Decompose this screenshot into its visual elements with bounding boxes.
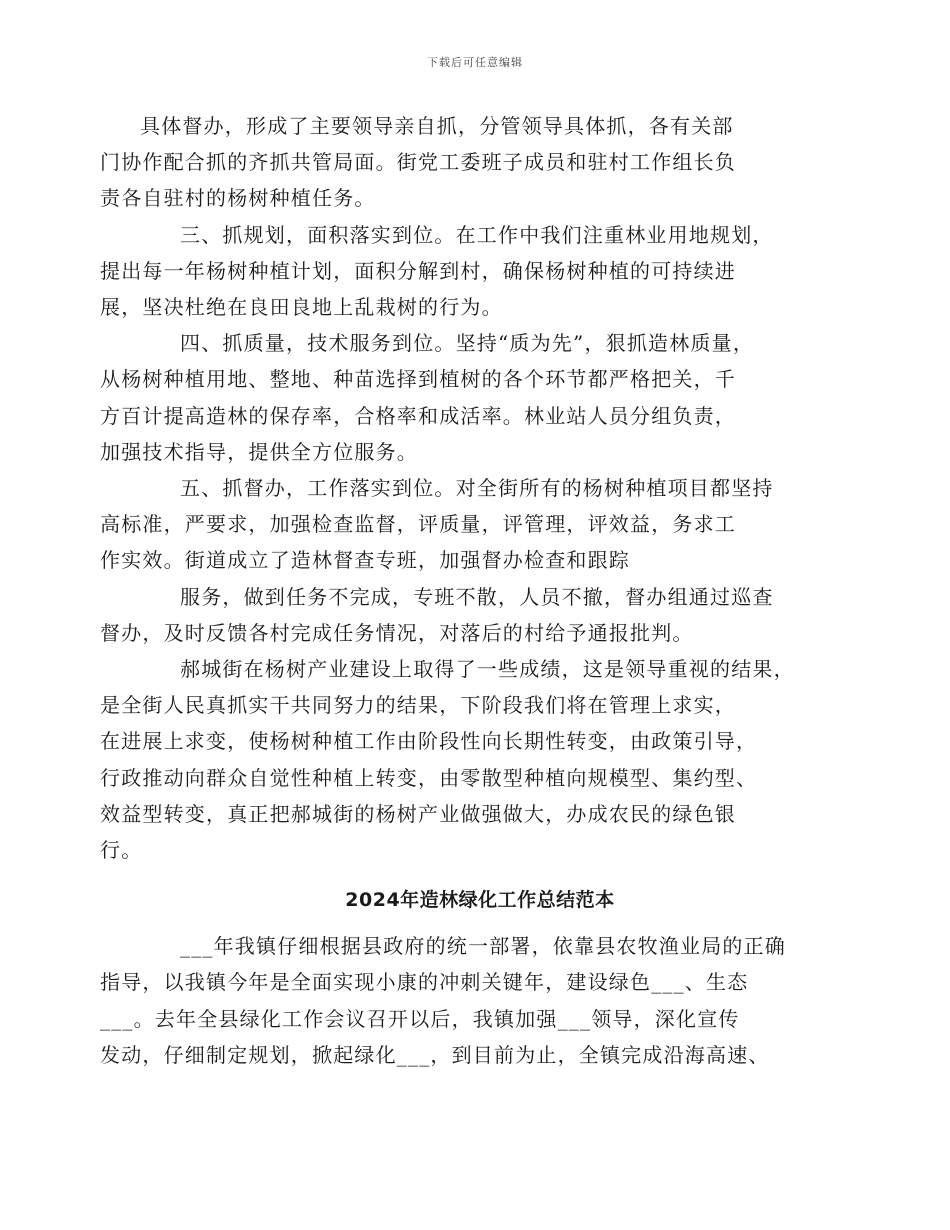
paragraph	[100, 108, 820, 217]
paragraph-line: 四、抓质量，技术服务到位。坚持“质为先”，狠抓造林质量，	[180, 331, 755, 356]
paragraph-line: 作实效。街道成立了造林督查专班，加强督办检查和跟踪	[100, 548, 630, 573]
paragraph-line: 三、抓规划，面积落实到位。在工作中我们注重林业用地规划，	[180, 222, 774, 247]
paragraph-line: 发动，仔细制定规划，掀起绿化___，到目前为止，全镇完成沿海高速、	[100, 1042, 770, 1067]
paragraphs-before	[100, 108, 820, 868]
document-body	[100, 108, 820, 1073]
paragraph-line: 指导，以我镇今年是全面实现小康的冲刺关键年，建设绿色___、生态	[100, 970, 749, 995]
paragraph-line: 效益型转变，真正把郝城街的杨树产业做强做大，办成农民的绿色银	[100, 801, 736, 826]
paragraph-line: ___。去年全县绿化工作会议召开以后，我镇加强___领导，深化宣传	[100, 1006, 740, 1031]
paragraphs-after	[100, 928, 820, 1073]
paragraph	[100, 217, 820, 326]
paragraph	[100, 579, 820, 651]
paragraph-line: 行政推动向群众自觉性种植上转变，由零散型种植向规模型、集约型、	[100, 765, 758, 790]
section-title: 2024年造林绿化工作总结范本	[345, 889, 615, 912]
paragraph	[100, 928, 820, 1073]
paragraph-line: 责各自驻村的杨树种植任务。	[100, 186, 376, 211]
paragraph-line: 在进展上求变，使杨树种植工作由阶段性向长期性转变，由政策引导，	[100, 729, 758, 754]
paragraph-line: 高标准，严要求，加强检查监督，评质量，评管理，评效益，务求工	[100, 512, 736, 537]
paragraph-line: ___年我镇仔细根据县政府的统一部署，依靠县农牧渔业局的正确	[180, 934, 786, 959]
paragraph-line: 门协作配合抓的齐抓共管局面。街党工委班子成员和驻村工作组长负	[100, 150, 736, 175]
paragraph-line: 提出每一年杨树种植计划，面积分解到村，确保杨树种植的可持续进	[100, 258, 736, 283]
paragraph-line: 行。	[100, 838, 143, 863]
paragraph	[100, 470, 820, 579]
page-header: 下载后可任意编辑	[427, 56, 523, 69]
paragraph-line: 方百计提高造林的保存率，合格率和成活率。林业站人员分组负责，	[100, 403, 736, 428]
paragraph-line: 具体督办，形成了主要领导亲自抓，分管领导具体抓，各有关部	[140, 114, 734, 138]
paragraph	[100, 651, 820, 868]
paragraph-line: 从杨树种植用地、整地、种苗选择到植树的各个环节都严格把关，千	[100, 367, 736, 392]
paragraph-line: 展，坚决杜绝在良田良地上乱栽树的行为。	[100, 295, 503, 320]
paragraph-line: 五、抓督办，工作落实到位。对全街所有的杨树种植项目都坚持	[180, 476, 774, 501]
paragraph-line: 加强技术指导，提供全方位服务。	[100, 439, 418, 464]
paragraph-line: 督办，及时反馈各村完成任务情况，对落后的村给予通报批判。	[100, 620, 694, 645]
paragraph-line: 是全街人民真抓实干共同努力的结果，下阶段我们将在管理上求实，	[100, 693, 736, 718]
paragraph	[100, 325, 820, 470]
paragraph-line: 服务，做到任务不完成，专班不散，人员不撤，督办组通过巡查	[180, 584, 774, 609]
paragraph-line: 郝城街在杨树产业建设上取得了一些成绩，这是领导重视的结果，	[180, 657, 795, 682]
